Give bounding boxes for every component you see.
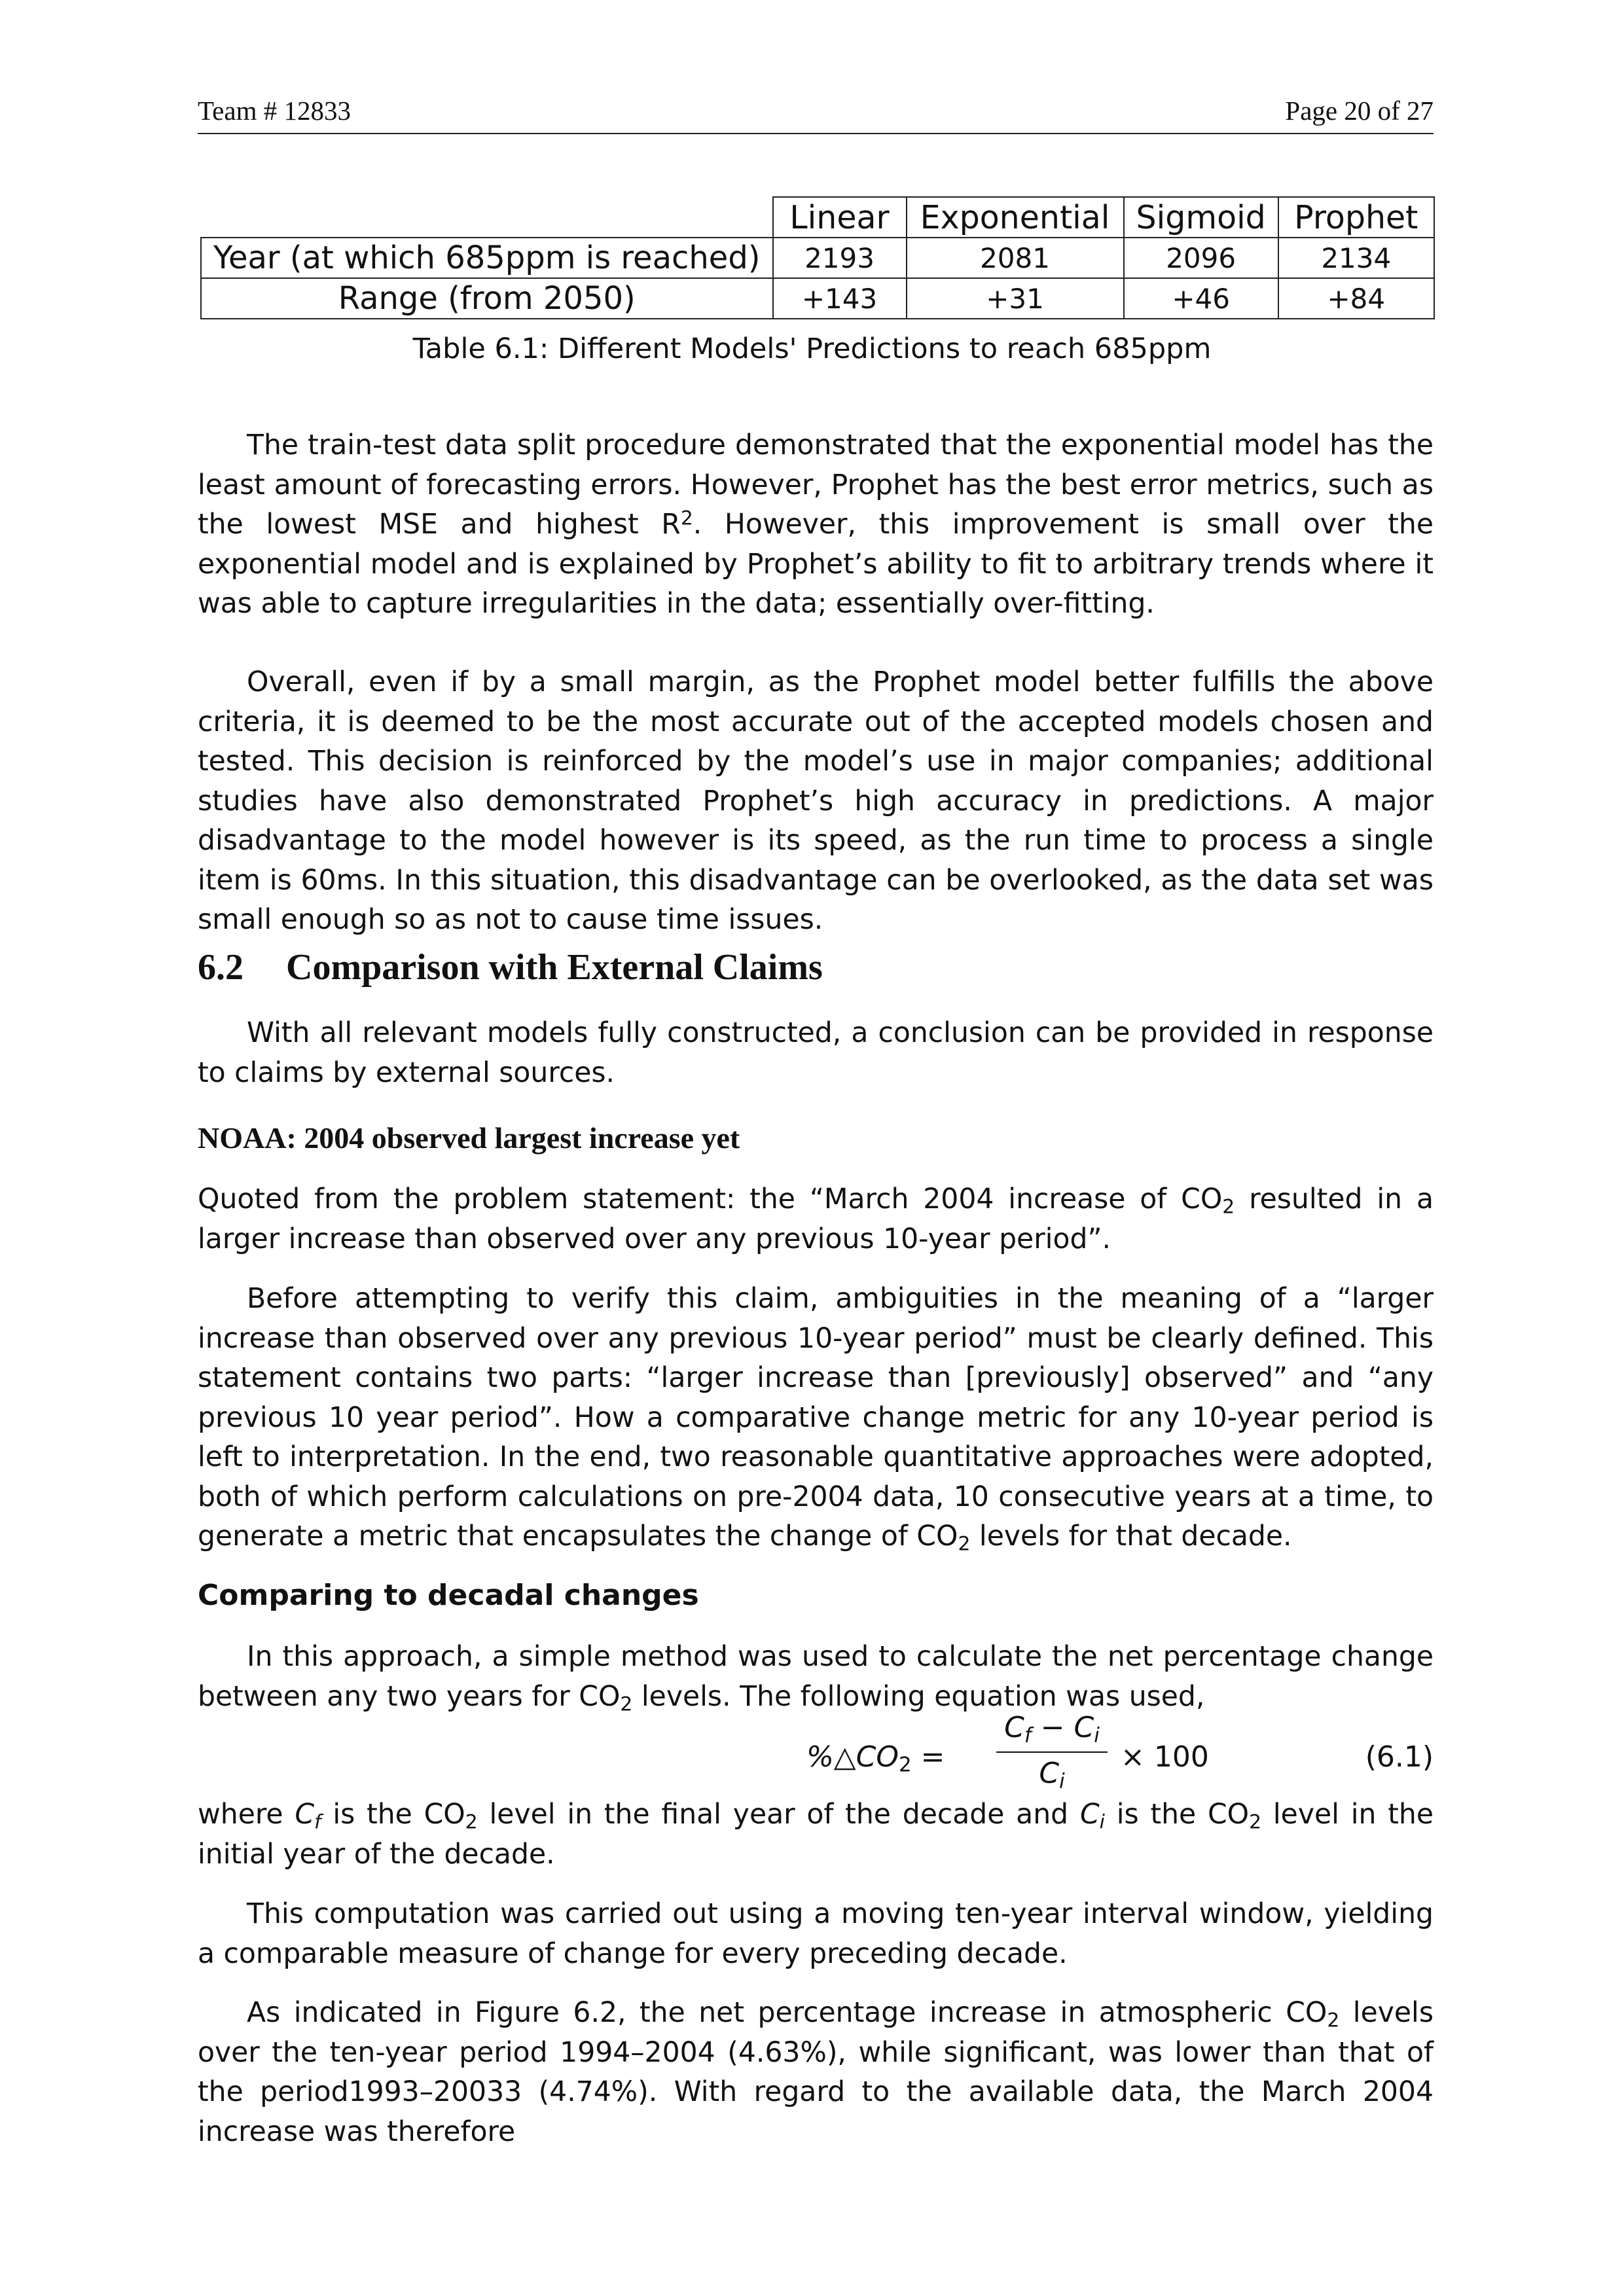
subscript: 2: [958, 1532, 971, 1556]
paragraph-text: With all relevant models fully constructed, a conclusion can be provided in response to claims by external sources.: [198, 1017, 1434, 1089]
superscript: 2: [680, 507, 693, 530]
team-number: Team # 12833: [198, 96, 351, 126]
subscript: 2: [1327, 2009, 1340, 2032]
equation-lhs: $\%\triangle CO_2$ =: [806, 1740, 945, 1777]
paragraph-text: In this approach, a simple method was used to calculate the net percentage change between any two years for CO: [198, 1641, 1434, 1713]
equation-6-1: [198, 1704, 1434, 1809]
paragraph-text: levels for that decade.: [970, 1520, 1292, 1552]
header-divider: [198, 133, 1434, 134]
paragraph-prophet-conclusion: [198, 663, 1434, 941]
paragraph-figure-result: [198, 1994, 1434, 2152]
fraction-denominator: $C_i$: [1039, 1757, 1065, 1793]
page-number: Page 20 of 27: [1285, 96, 1434, 126]
subscript: 2: [1222, 1195, 1235, 1219]
column-header-prophet: Prophet: [1278, 197, 1434, 238]
paragraph-text: Quoted from the problem statement: the “March 2004 increase of CO: [198, 1183, 1223, 1215]
paragraph-variable-definitions: where $C_f$ is the $CO_2$ level in the final year of the decade and $C_i$ is the $CO_2$ level in the initial year of the decade.: [198, 1799, 1434, 1871]
table-header-row: [201, 197, 1434, 238]
fraction-numerator: $C_f - C_i$: [1004, 1711, 1100, 1748]
row-header-year: Year (at which 685ppm is reached): [201, 238, 773, 278]
table-corner-cell: [201, 197, 773, 238]
paragraph-text: Before attempting to verify this claim, ambiguities in the meaning of a “larger increase than observed over any previous 10-year period” must be clearly defined. This statement contains two parts: “larger increase than [previously] observed” and “any previous 10 year period”. How a comparative change metric for any 10-year period is left to interpretation. In the end, two reasonable quantitative approaches were adopted, both of which perform calculations on pre-2004 data, 10 consecutive years at a time, to generate a metric that encapsulates the change of CO: [198, 1283, 1434, 1552]
paragraph-text: levels over the ten-year period 1994–2004 (4.63%), while significant, was lower than that of the period1993–20033 (4.74%). With regard to the available data, the March 2004 increase was therefore: [198, 1997, 1434, 2148]
paragraph-text: levels. The following equation was used,: [632, 1680, 1205, 1713]
table-cell: +31: [907, 278, 1124, 319]
paragraph-text: The train-test data split procedure demonstrated that the exponential model has the least amount of forecasting errors. However, Prophet has the best error metrics, such as the lowest MSE and highest R: [198, 429, 1434, 541]
section-heading: [198, 946, 823, 988]
table-cell: 2193: [773, 238, 907, 278]
paragraph-text: As indicated in Figure 6.2, the net percentage increase in atmospheric CO: [247, 1997, 1327, 2029]
subscript: 2: [620, 1692, 633, 1715]
section-number: 6.2: [198, 947, 244, 988]
subheading-decadal: Comparing to decadal changes: [198, 1579, 699, 1612]
paragraph-text: resulted in a larger increase than observed over any previous 10-year period”.: [198, 1183, 1434, 1255]
table-row: [201, 278, 1434, 319]
paragraph-text: . However, this improvement is small over the exponential model and is explained by Prophet’s ability to fit to arbitrary trends where it was able to capture irregularities in the data; essentially over-fitting.: [198, 509, 1434, 620]
equation-fraction: [996, 1711, 1108, 1793]
paragraph-section-intro: [198, 1014, 1434, 1093]
table-cell: +46: [1124, 278, 1278, 319]
section-title: Comparison with External Claims: [286, 947, 823, 988]
column-header-exponential: Exponential: [907, 197, 1124, 238]
table-cell: +84: [1278, 278, 1434, 319]
table-cell: 2134: [1278, 238, 1434, 278]
paragraph-text: Overall, even if by a small margin, as the Prophet model better fulfills the above criteria, it is deemed to be the most accurate out of the accepted models chosen and tested. This decision is reinforced by the model’s use in major companies; additional studies have also demonstrated Prophet’s high accuracy in predictions. A major disadvantage to the model however is its speed, as the run time to process a single item is 60ms. In this situation, this disadvantage can be overlooked, as the data set was small enough so as not to cause time issues.: [198, 666, 1434, 936]
row-header-range: Range (from 2050): [201, 278, 773, 319]
table-cell: 2096: [1124, 238, 1278, 278]
page-header: [198, 95, 1434, 134]
paragraph-quote: [198, 1180, 1434, 1259]
column-header-linear: Linear: [773, 197, 907, 238]
paragraph-ambiguities: [198, 1280, 1434, 1557]
paragraph-text: This computation was carried out using a moving ten-year interval window, yielding a comparable measure of change for every preceding decade.: [198, 1898, 1434, 1970]
paragraph-moving-window: [198, 1895, 1434, 1974]
table-caption: Table 6.1: Different Models' Predictions to reach 685ppm: [412, 332, 1212, 365]
subheading-noaa: NOAA: 2004 observed largest increase yet: [198, 1121, 740, 1155]
column-header-sigmoid: Sigmoid: [1124, 197, 1278, 238]
table-cell: +143: [773, 278, 907, 319]
fraction-bar: [996, 1751, 1108, 1753]
equation-number: (6.1): [1365, 1740, 1434, 1774]
paragraph-model-errors: [198, 426, 1434, 624]
table-cell: 2081: [907, 238, 1124, 278]
equation-rhs: × 100: [1121, 1740, 1209, 1774]
table-row: [201, 238, 1434, 278]
model-predictions-table: [200, 196, 1435, 319]
